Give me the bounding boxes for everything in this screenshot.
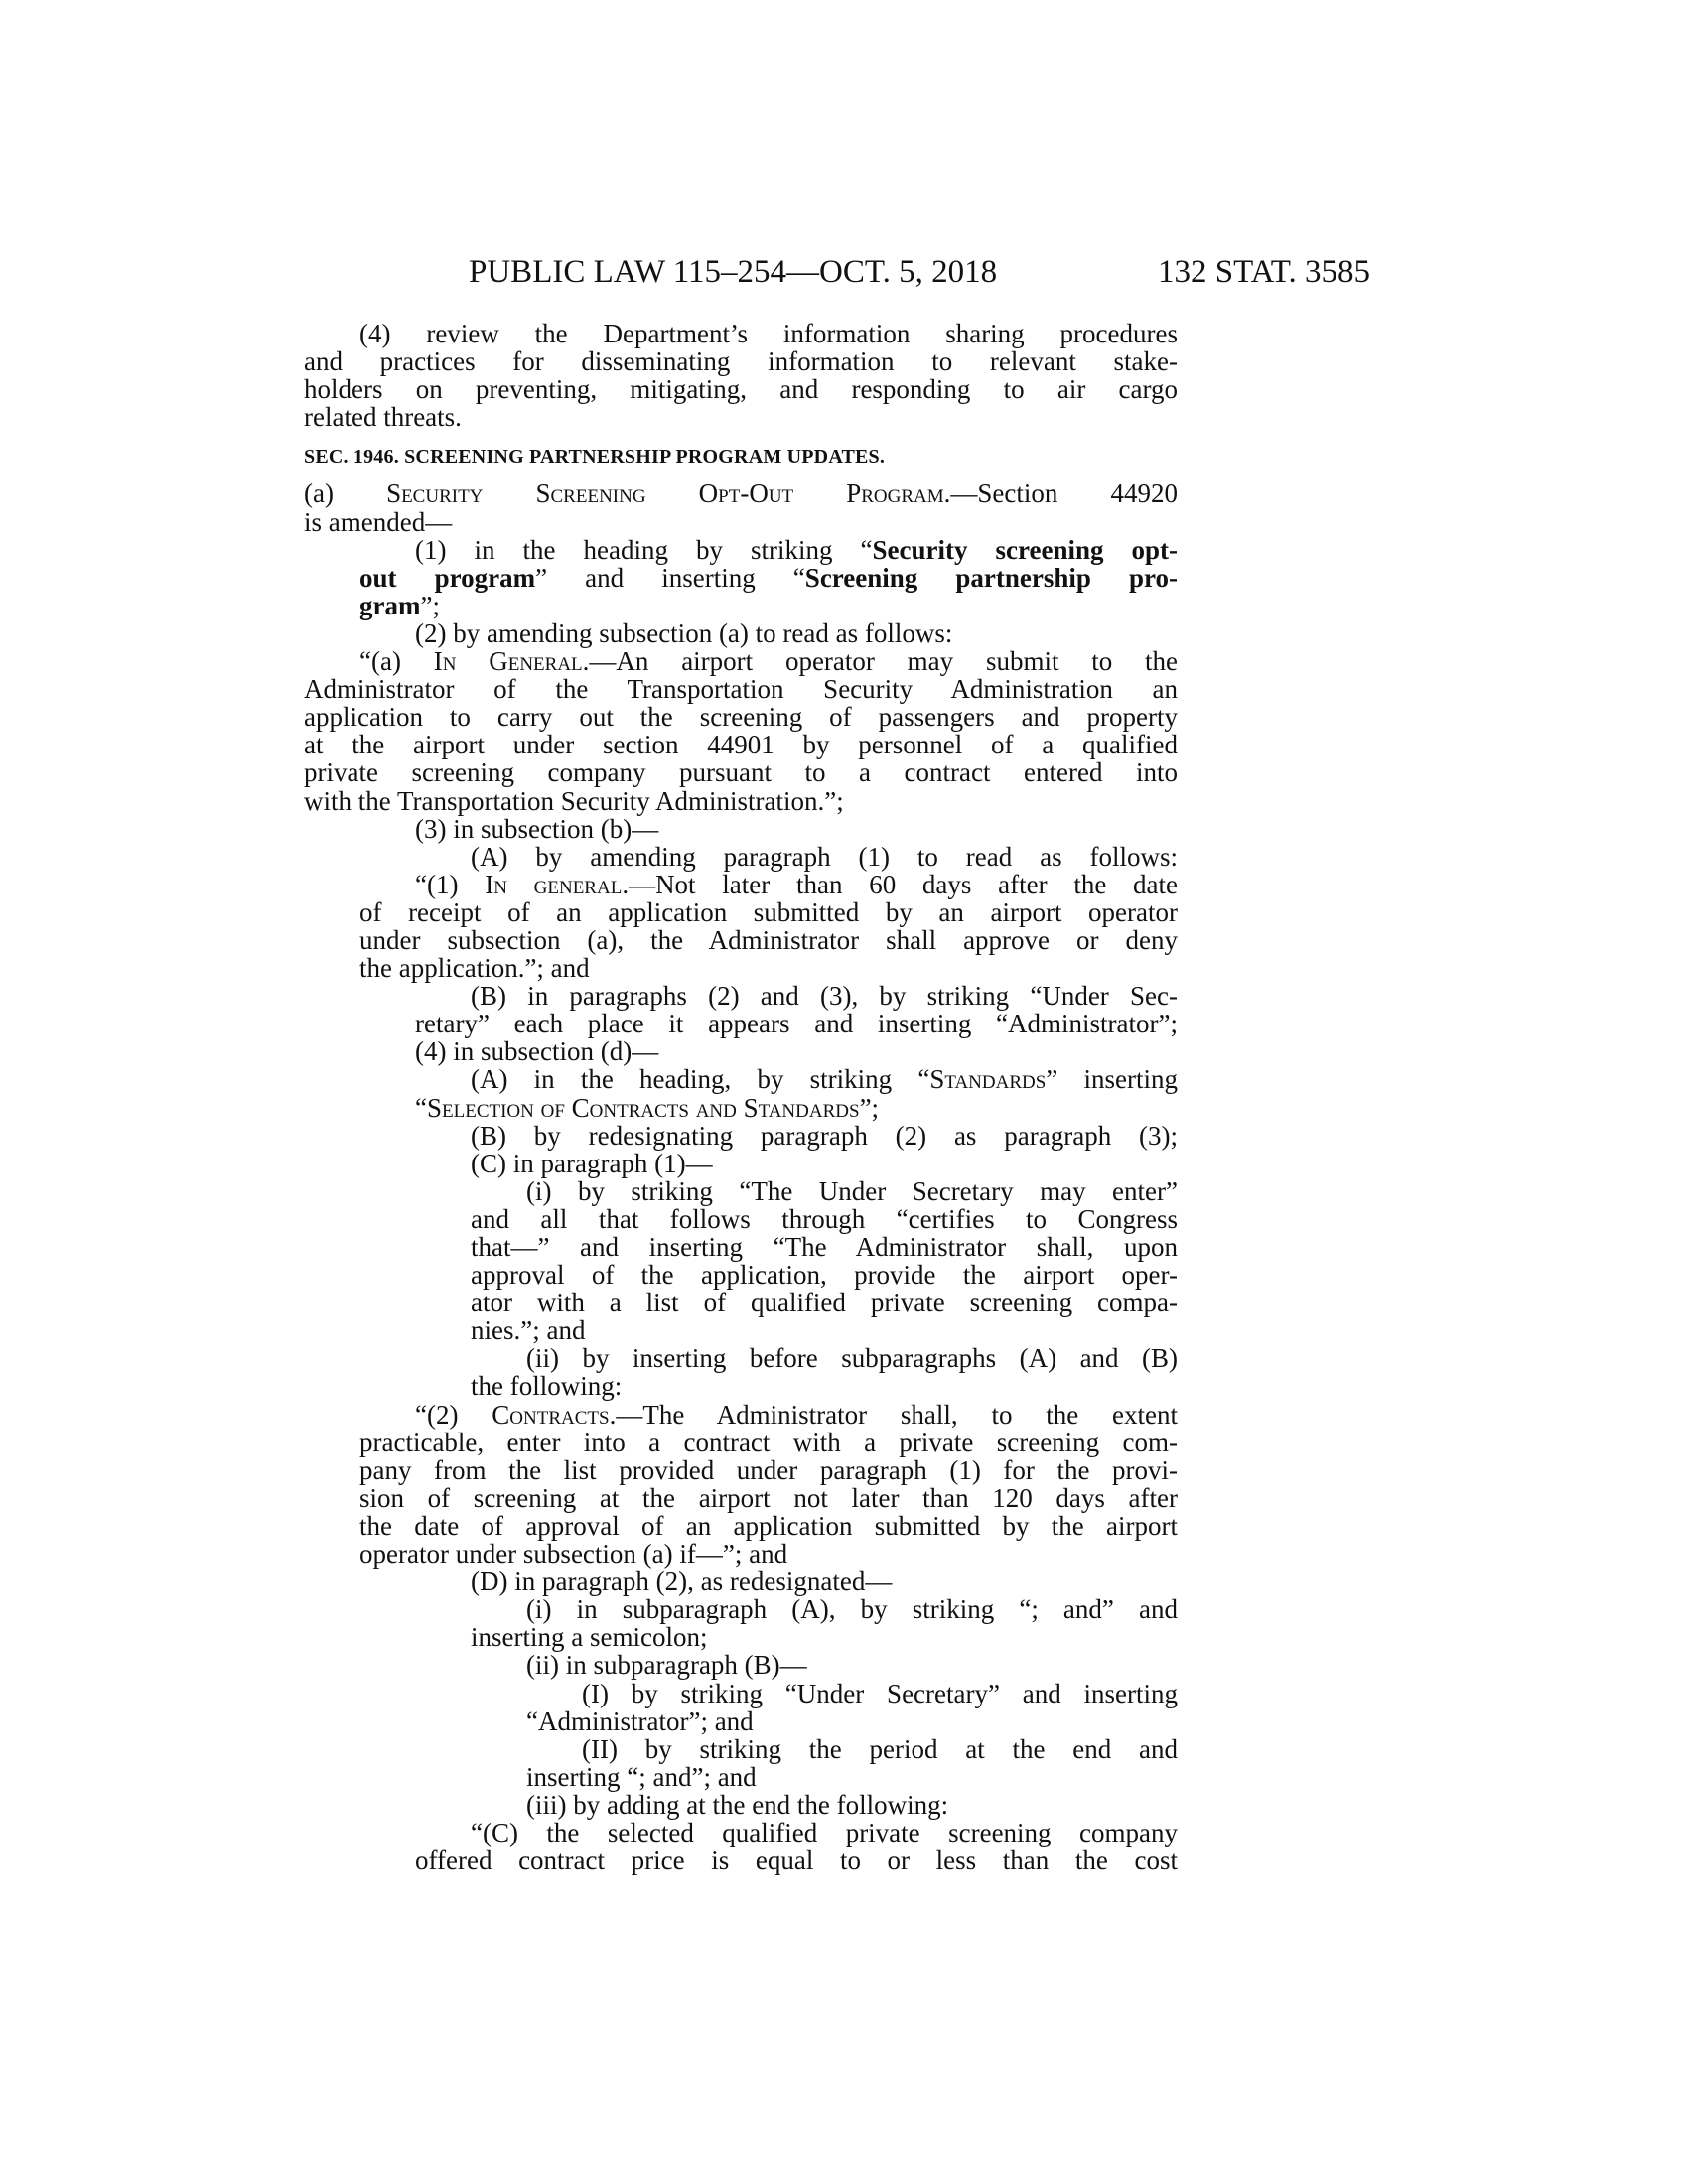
text-line: the following: bbox=[471, 1371, 623, 1402]
text-line: approval of the application, provide the airport oper- bbox=[471, 1260, 1178, 1291]
text-line: that—” and inserting “The Administrator shall, upon bbox=[471, 1232, 1178, 1262]
text-line: sion of screening at the airport not later than 120 days after bbox=[359, 1482, 1178, 1513]
small-caps-text: In general bbox=[485, 869, 623, 899]
text-line: the date of approval of an application submitted by the airport bbox=[359, 1510, 1178, 1541]
bold-text: Security screening opt- bbox=[872, 534, 1178, 565]
text-span: .—The Administrator shall, to the extent bbox=[609, 1399, 1179, 1430]
text-line: (iii) by adding at the end the following: bbox=[526, 1789, 949, 1820]
text-line: nies.”; and bbox=[471, 1315, 586, 1346]
text-line: practicable, enter into a contract with a private screening com- bbox=[359, 1427, 1178, 1457]
text-line: private screening company pursuant to a contract entered into bbox=[304, 757, 1178, 788]
text-line: (i) by striking “The Under Secretary may enter” bbox=[526, 1175, 1178, 1206]
text-line bbox=[304, 564, 1178, 592]
text-line: under subsection (a), the Administrator shall approve or deny bbox=[359, 924, 1178, 955]
running-header-title: PUBLIC LAW 115–254—OCT. 5, 2018 bbox=[469, 254, 998, 290]
bold-text: Screening partnership pro- bbox=[804, 562, 1178, 593]
text-line: (D) in paragraph (2), as redesignated— bbox=[471, 1567, 893, 1597]
text-line: (2) by amending subsection (a) to read as follows: bbox=[415, 617, 953, 648]
text-line bbox=[304, 1094, 1178, 1122]
text-line: (4) review the Department’s information sharing procedures bbox=[359, 319, 1178, 348]
text-span: .—Not later than 60 days after the date bbox=[622, 869, 1178, 899]
text-line: related threats. bbox=[304, 402, 462, 433]
text-line: (4) in subsection (d)— bbox=[415, 1036, 659, 1067]
text-line: operator under subsection (a) if—”; and bbox=[359, 1539, 788, 1570]
small-caps-text: Contracts bbox=[492, 1399, 610, 1430]
small-caps-text: Standards bbox=[929, 1064, 1047, 1095]
text-line: application to carry out the screening of passengers and property bbox=[304, 702, 1178, 733]
text-line bbox=[304, 647, 1178, 675]
text-line: (C) in paragraph (1)— bbox=[471, 1148, 713, 1178]
text-line: ator with a list of qualified private screening compa- bbox=[471, 1288, 1178, 1318]
section-heading: SEC. 1946. SCREENING PARTNERSHIP PROGRAM UPDATES. bbox=[304, 446, 886, 469]
small-caps-text: Selection of Contracts and Standards bbox=[426, 1092, 860, 1123]
text-line bbox=[304, 871, 1178, 898]
text-line: (II) by striking the period at the end and bbox=[582, 1733, 1178, 1764]
text-line: offered contract price is equal to or less than the cost bbox=[415, 1845, 1178, 1876]
text-line bbox=[304, 1065, 1178, 1093]
text-span: “ bbox=[415, 1092, 427, 1123]
text-line: at the airport under section 44901 by personnel of a qualified bbox=[304, 730, 1178, 760]
text-line: (I) by striking “Under Secretary” and inserting bbox=[582, 1678, 1178, 1708]
text-line: inserting “; and”; and bbox=[526, 1761, 757, 1792]
small-caps-text: Security Screening Opt-Out Program bbox=[386, 478, 944, 509]
text-line: “Administrator”; and bbox=[526, 1706, 754, 1736]
text-line: and practices for disseminating information to relevant stake- bbox=[304, 346, 1178, 377]
text-span: “(1) bbox=[415, 869, 486, 899]
text-span: “(a) bbox=[359, 646, 434, 677]
text-line: of receipt of an application submitted by an airport operator bbox=[359, 896, 1178, 927]
body-text bbox=[304, 320, 1178, 1874]
text-line: (i) in subparagraph (A), by striking “; and” and bbox=[526, 1594, 1178, 1625]
text-line: (3) in subsection (b)— bbox=[415, 813, 659, 844]
text-line: retary” each place it appears and inserting “Administrator”; bbox=[415, 1009, 1178, 1039]
text-span: ” inserting bbox=[1046, 1064, 1178, 1095]
text-line bbox=[304, 592, 1178, 619]
text-span: “(2) bbox=[415, 1399, 492, 1430]
text-line: the application.”; and bbox=[359, 953, 590, 984]
text-line: Administrator of the Transportation Security Administration an bbox=[304, 674, 1178, 705]
text-line: holders on preventing, mitigating, and responding to air cargo bbox=[304, 374, 1178, 405]
text-line: (ii) by inserting before subparagraphs (A) and (B) bbox=[526, 1343, 1178, 1374]
text-span: (1) in the heading by striking “ bbox=[415, 534, 873, 565]
page-number-stat: 132 STAT. 3585 bbox=[1157, 254, 1370, 290]
text-line bbox=[304, 1401, 1178, 1429]
text-span: ”; bbox=[859, 1092, 880, 1123]
bold-text: gram bbox=[359, 590, 421, 620]
text-line: (B) in paragraphs (2) and (3), by striking “Under Sec- bbox=[471, 981, 1178, 1012]
text-line: (B) by redesignating paragraph (2) as paragraph (3); bbox=[471, 1120, 1178, 1151]
text-line bbox=[304, 536, 1178, 564]
bold-text: out program bbox=[359, 562, 536, 593]
text-line: pany from the list provided under paragraph (1) for the provi- bbox=[359, 1454, 1178, 1485]
text-span: (A) in the heading, by striking “ bbox=[471, 1064, 930, 1095]
text-line: is amended— bbox=[304, 506, 453, 537]
text-line: “(C) the selected qualified private screening company bbox=[471, 1817, 1178, 1847]
text-span: .—Section 44920 bbox=[943, 478, 1178, 509]
text-line: inserting a semicolon; bbox=[471, 1622, 708, 1653]
text-line bbox=[304, 479, 1178, 507]
text-line: (ii) in subparagraph (B)— bbox=[526, 1650, 807, 1681]
text-line: with the Transportation Security Administration.”; bbox=[304, 785, 844, 816]
text-span: ” and inserting “ bbox=[535, 562, 805, 593]
text-span: (a) bbox=[304, 478, 387, 509]
small-caps-text: In General bbox=[433, 646, 583, 677]
text-span: ”; bbox=[420, 590, 440, 620]
text-span: .—An airport operator may submit to the bbox=[582, 646, 1179, 677]
text-line: (A) by amending paragraph (1) to read as follows: bbox=[471, 841, 1178, 872]
text-line: and all that follows through “certifies to Congress bbox=[471, 1203, 1178, 1234]
